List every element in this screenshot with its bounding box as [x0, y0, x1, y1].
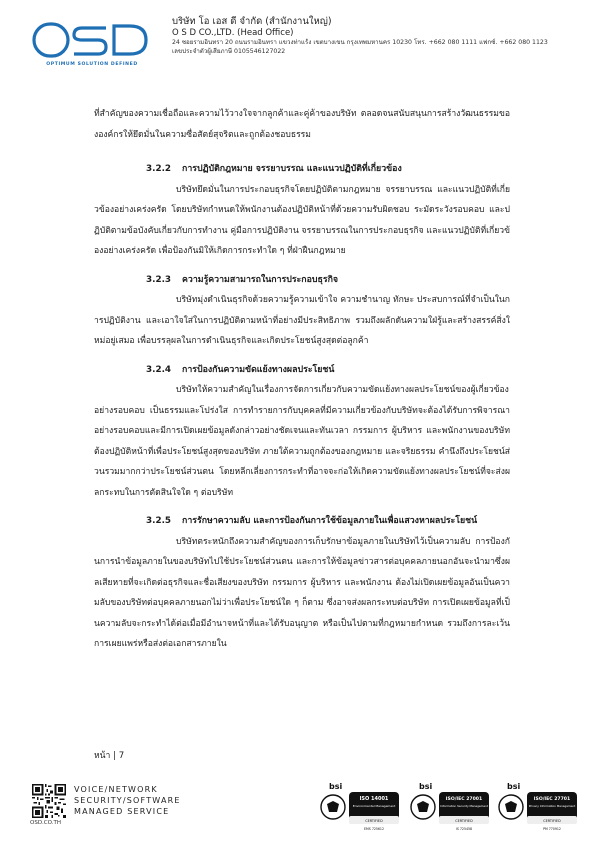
- intro-paragraph: ที่สำคัญของความเชื่อถือและความไว้วางใจจากลูกค้าและคู่ค้าของบริษัท ตลอดจนสนับสนุนการสร้างวัฒนธรรมขององค์กรให้ยึดมั่นในความซื่อสัตย์สุจริตและถูกต้องชอบธรรม: [94, 109, 510, 140]
- cert-badge-iso14001: [318, 780, 402, 832]
- page-number: หน้า | 7: [94, 751, 125, 761]
- cert-standard: ISO 14001: [359, 796, 389, 802]
- section-heading: [94, 159, 510, 180]
- cert-standard: ISO/IEC 27701: [533, 797, 571, 802]
- cert-badge-iso27701: [496, 780, 580, 832]
- section-number: 3.2.2: [146, 164, 172, 174]
- section-title: การรักษาความลับ และการป้องกันการใช้ข้อมูลภายในเพื่อแสวงหาผลประโยชน์: [182, 516, 478, 526]
- page-footer: [0, 770, 595, 842]
- document-body: [94, 104, 510, 655]
- letterhead: [0, 0, 595, 80]
- cert-description: Privacy Information Management: [528, 804, 576, 808]
- section-paragraph: บริษัทตระหนักถึงความสำคัญของการเก็บรักษาข้อมูลภายในบริษัทไว้เป็นความลับ การป้องกันการนำข้อมูลภายในของบริษัทไปใช้ประโยชน์ส่วนตน และการให้ข้อมูลข่าวสารต่อบุคคลภายนอกอันจะนำมาซึ่งผลเสียหายที่จะเกิดต่อธุรกิจและชื่อเสียงของบริษัท กรรมการ ผู้บริหาร และพนักงาน ต้องไม่เปิดเผยข้อมูลอันเป็นความลับของบริษัทต่อบุคคลภายนอกไม่ว่าเพื่อประโยชน์ใด ๆ ก็ตาม ซึ่งอาจส่งผลกระทบต่อบริษัท การเปิดเผยข้อมูลที่เป็นความลับจะกระทำได้ต่อเมื่อมีอำนาจหน้าที่และได้รับอนุญาต หรือเป็นไปตามที่กฎหมายกำหนด รวมถึงการละเว้นการเผยแพร่หรือส่งต่อเอกสารภายใน: [94, 536, 510, 649]
- cert-description: Environmental Management: [352, 804, 396, 808]
- services-list: [74, 784, 181, 817]
- section-heading: [94, 270, 510, 291]
- bsi-kitemark-icon: [408, 780, 492, 832]
- service-item: VOICE/NETWORK: [74, 785, 158, 794]
- bsi-kitemark-icon: [496, 780, 580, 832]
- section-number: 3.2.3: [146, 274, 172, 285]
- logo-tagline: OPTIMUM SOLUTION DEFINED: [46, 62, 138, 67]
- section-title: ความรู้ความสามารถในการประกอบธุรกิจ: [182, 274, 339, 285]
- section-heading: [94, 511, 510, 532]
- cert-badge-iso27001: [408, 780, 492, 832]
- osd-logo-mark: [32, 20, 150, 62]
- bsi-kitemark-icon: [318, 780, 402, 832]
- company-address: 24 ซอยรามอินทรา 20 ถนนรามอินทรา แขวงท่าแร้ง เขตบางเขน กรุงเทพมหานคร 10230 โทร. +662 080 1111 แฟกซ์. +662 080 1123: [172, 39, 548, 46]
- section-title: การป้องกันความขัดแย้งทางผลประโยชน์: [182, 364, 335, 375]
- company-tax-id: เลขประจำตัวผู้เสียภาษี 0105546127022: [172, 47, 286, 55]
- service-item: MANAGED SERVICE: [74, 807, 170, 816]
- section-number: 3.2.5: [146, 516, 172, 526]
- section-paragraph: บริษัทมุ่งดำเนินธุรกิจด้วยความรู้ความเข้าใจ ความชำนาญ ทักษะ ประสบการณ์ที่จำเป็นในการปฏิบัติงาน และเอาใจใส่ในการปฏิบัติตามหน้าที่อย่างมีประสิทธิภาพ รวมถึงผลักดันความใฝ่รู้และสร้างสรรค์สิ่งใหม่อยู่เสมอ เพื่อบรรลุผลในการดำเนินธุรกิจและเกิดประโยชน์สูงสุดต่อลูกค้า: [94, 295, 510, 346]
- cert-standard: ISO/IEC 27001: [445, 797, 483, 802]
- section-paragraph: บริษัทยึดมั่นในการประกอบธุรกิจโดยปฏิบัติตามกฎหมาย จรรยาบรรณ และแนวปฏิบัติที่เกี่ยวข้องอย่างเคร่งครัด โดยบริษัทกำหนดให้พนักงานต้องปฏิบัติหน้าที่ด้วยความรับผิดชอบ ระมัดระวังรอบคอบ และปฏิบัติตามข้อบังคับเกี่ยวกับการทำงาน คู่มือการปฏิบัติงาน จรรยาบรรณในการประกอบธุรกิจ และแนวปฏิบัติที่เกี่ยวข้องอย่างเคร่งครัด เพื่อป้องกันมิให้เกิดการกระทำใด ๆ ที่ฝ่าฝืนกฎหมาย: [94, 184, 510, 256]
- svg-text:bsi: bsi: [507, 782, 521, 791]
- company-name-en: O S D CO.,LTD. (Head Office): [172, 28, 294, 38]
- cert-code: PM 770912: [543, 827, 561, 831]
- qr-code-icon: [32, 784, 66, 818]
- section-title: การปฏิบัติกฎหมาย จรรยาบรรณ และแนวปฏิบัติที่เกี่ยวข้อง: [182, 164, 402, 174]
- website-label: OSD.CO.TH: [30, 820, 61, 826]
- svg-text:bsi: bsi: [419, 782, 433, 791]
- svg-text:bsi: bsi: [329, 782, 343, 791]
- cert-status: CERTIFIED: [543, 819, 561, 823]
- cert-code: EMS 725612: [364, 827, 384, 831]
- company-info: [172, 16, 582, 56]
- company-name-th: บริษัท โอ เอส ดี จำกัด (สำนักงานใหญ่): [172, 16, 332, 27]
- section-heading: [94, 360, 510, 381]
- cert-status: CERTIFIED: [365, 819, 383, 823]
- cert-code: IS 725458: [455, 827, 473, 831]
- section-number: 3.2.4: [146, 364, 172, 375]
- cert-status: CERTIFIED: [455, 819, 473, 823]
- cert-description: Information Security Management: [440, 804, 488, 808]
- service-item: SECURITY/SOFTWARE: [74, 796, 181, 805]
- section-paragraph: บริษัทให้ความสำคัญในเรื่องการจัดการเกี่ยวกับความขัดแย้งทางผลประโยชน์ของผู้เกี่ยวข้องอย่างรอบคอบ เป็นธรรมและโปร่งใส การทำรายการกับบุคคลที่มีความเกี่ยวข้องกับบริษัทจะต้องได้รับการพิจารณาอย่างรอบคอบและมีการเปิดเผยข้อมูลดังกล่าวอย่างชัดเจนและทันเวลา กรรมการ ผู้บริหาร และพนักงานของบริษัท ต้องปฏิบัติหน้าที่เพื่อประโยชน์สูงสุดของบริษัท ภายใต้ความถูกต้องของกฎหมาย และจริยธรรม คำนึงถึงประโยชน์ส่วนรวมมากกว่าประโยชน์ส่วนตน โดยหลีกเลี่ยงการกระทำที่อาจจะก่อให้เกิดความขัดแย้งทางผลประโยชน์ที่จะส่งผลกระทบในการตัดสินใจใด ๆ ต่อบริษัท: [94, 385, 510, 498]
